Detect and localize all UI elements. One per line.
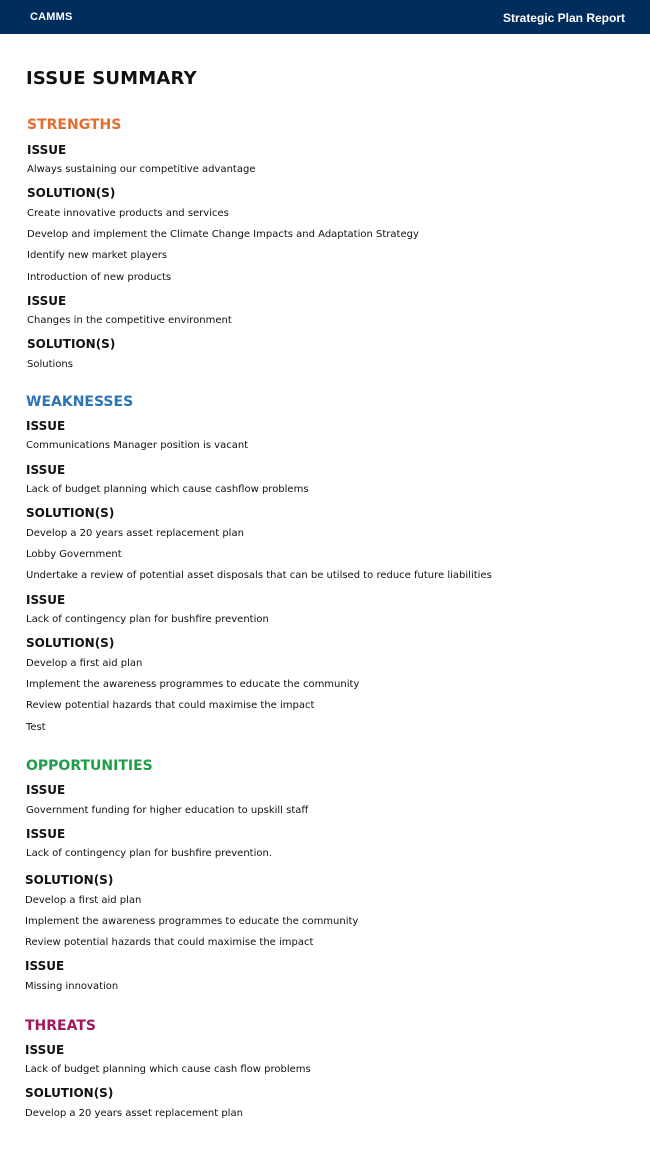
solution-item: Lobby Government xyxy=(26,549,122,560)
issue-text: Missing innovation xyxy=(25,981,119,992)
page-title: ISSUE SUMMARY xyxy=(26,68,197,89)
solutions-label: SOLUTION(S) xyxy=(27,337,116,351)
issue-label: ISSUE xyxy=(26,783,66,797)
solutions-label: SOLUTION(S) xyxy=(26,506,115,520)
solution-item: Identify new market players xyxy=(27,250,168,261)
report-header xyxy=(0,0,650,34)
issue-text: Lack of budget planning which cause cash flow problems xyxy=(25,1064,311,1075)
solutions-label: SOLUTION(S) xyxy=(26,636,115,650)
issue-label: ISSUE xyxy=(25,1043,65,1057)
section-title-weaknesses: WEAKNESSES xyxy=(26,394,134,410)
solution-item: Develop and implement the Climate Change Impacts and Adaptation Strategy xyxy=(27,229,419,240)
solution-item: Introduction of new products xyxy=(27,272,172,283)
report-title: Strategic Plan Report xyxy=(502,11,625,25)
issue-text: Lack of contingency plan for bushfire prevention. xyxy=(26,848,272,859)
issue-text: Changes in the competitive environment xyxy=(27,315,232,326)
issue-text: Always sustaining our competitive advantage xyxy=(27,164,256,175)
solution-item: Review potential hazards that could maximise the impact xyxy=(25,937,314,948)
issue-label: ISSUE xyxy=(27,294,67,308)
solution-item: Develop a 20 years asset replacement plan xyxy=(25,1108,243,1119)
issue-text: Lack of budget planning which cause cashflow problems xyxy=(26,484,309,495)
solution-item: Implement the awareness programmes to educate the community xyxy=(26,679,360,690)
solution-item: Test xyxy=(26,722,46,733)
issue-label: ISSUE xyxy=(25,959,65,973)
solution-item: Undertake a review of potential asset disposals that can be utilsed to reduce future liabilities xyxy=(26,570,492,581)
solution-item: Develop a first aid plan xyxy=(25,895,142,906)
issue-label: ISSUE xyxy=(26,463,66,477)
issue-label: ISSUE xyxy=(27,143,67,157)
solution-item: Solutions xyxy=(27,359,73,370)
issue-label: ISSUE xyxy=(26,593,66,607)
solutions-label: SOLUTION(S) xyxy=(27,186,116,200)
issue-label: ISSUE xyxy=(26,419,66,433)
solution-item: Implement the awareness programmes to educate the community xyxy=(25,916,359,927)
section-title-opportunities: OPPORTUNITIES xyxy=(26,758,153,774)
issue-text: Lack of contingency plan for bushfire prevention xyxy=(26,614,269,625)
section-title-threats: THREATS xyxy=(25,1018,96,1034)
solutions-label: SOLUTION(S) xyxy=(25,873,114,887)
solution-item: Develop a first aid plan xyxy=(26,658,143,669)
issue-label: ISSUE xyxy=(26,827,66,841)
solution-item: Review potential hazards that could maximise the impact xyxy=(26,700,315,711)
issue-text: Communications Manager position is vacant xyxy=(26,440,249,451)
solution-item: Develop a 20 years asset replacement plan xyxy=(26,528,244,539)
brand-name: CAMMS xyxy=(30,11,73,23)
issue-text: Government funding for higher education to upskill staff xyxy=(26,805,309,816)
section-title-strengths: STRENGTHS xyxy=(27,117,122,133)
solutions-label: SOLUTION(S) xyxy=(25,1086,114,1100)
solution-item: Create innovative products and services xyxy=(27,208,229,219)
